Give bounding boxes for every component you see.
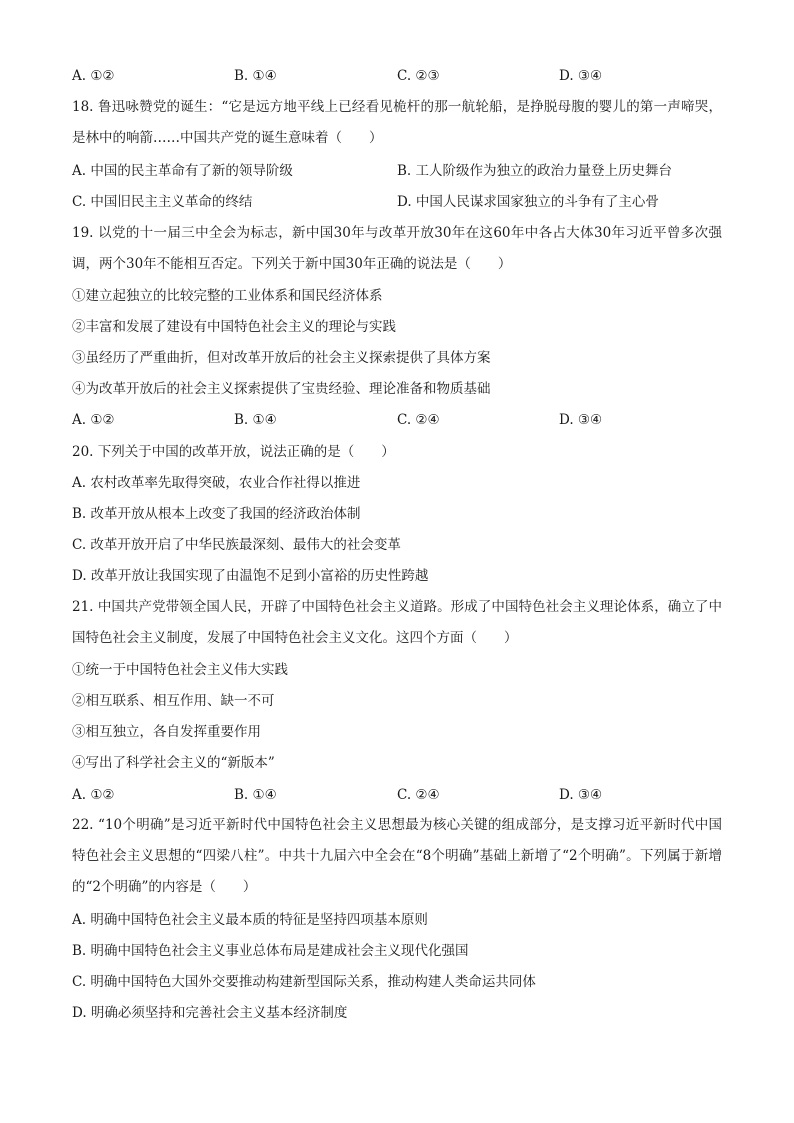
q17-option-b[interactable]: B. ①④: [234, 68, 277, 84]
q19-item-1: ①建立起独立的比较完整的工业体系和国民经济体系: [72, 288, 383, 304]
q18-option-a[interactable]: A. 中国的民主革命有了新的领导阶级: [72, 163, 293, 179]
q22-option-b[interactable]: B. 明确中国特色社会主义事业总体布局是建成社会主义现代化强国: [72, 943, 469, 959]
q18-stem: 18. 鲁迅咏赞党的诞生：“它是远方地平线上已经看见桅杆的那一航轮船，是挣脱母腹的婴儿的第一声啼哭，是林中的响箭……中国共产党的诞生意味着（ ）: [72, 99, 722, 146]
q19-item-4: ④为改革开放后的社会主义探索提供了宝贵经验、理论准备和物质基础: [72, 381, 491, 397]
q20-stem: 20. 下列关于中国的改革开放，说法正确的是（ ）: [72, 444, 395, 460]
q19-item-3: ③虽经历了严重曲折，但对改革开放后的社会主义探索提供了具体方案: [72, 350, 491, 366]
q21-option-d[interactable]: D. ③④: [559, 787, 603, 803]
q19-options: [72, 410, 722, 430]
q21-item-4: ④写出了科学社会主义的“新版本”: [72, 755, 275, 771]
q18-option-b[interactable]: B. 工人阶级作为独立的政治力量登上历史舞台: [397, 163, 673, 179]
q21-item-2: ②相互联系、相互作用、缺一不可: [72, 693, 275, 709]
q19-item-2: ②丰富和发展了建设有中国特色社会主义的理论与实践: [72, 319, 396, 335]
q22-option-a[interactable]: A. 明确中国特色社会主义最本质的特征是坚持四项基本原则: [72, 912, 428, 928]
q21-option-c[interactable]: C. ②④: [397, 787, 440, 803]
q19-option-c[interactable]: C. ②④: [397, 412, 440, 428]
q20-option-b[interactable]: B. 改革开放从根本上改变了我国的经济政治体制: [72, 506, 361, 522]
q17-options: [72, 66, 722, 86]
q22-stem: 22. “10个明确”是习近平新时代中国特色社会主义思想最为核心关键的组成部分，是支撑习近平新时代中国特色社会主义思想的“四梁八柱”。中共十九届六中全会在“8个明确”基础上新增了“2个明确”。下列属于新增的“2个明确”的内容是（ ）: [72, 817, 722, 895]
q21-options: [72, 785, 722, 805]
q22-option-c[interactable]: C. 明确中国特色大国外交要推动构建新型国际关系，推动构建人类命运共同体: [72, 974, 536, 990]
q20-option-d[interactable]: D. 改革开放让我国实现了由温饱不足到小富裕的历史性跨越: [72, 568, 429, 584]
q21-item-3: ③相互独立，各自发挥重要作用: [72, 724, 261, 740]
q18-option-d[interactable]: D. 中国人民谋求国家独立的斗争有了主心骨: [397, 194, 659, 210]
q22-option-d[interactable]: D. 明确必须坚持和完善社会主义基本经济制度: [72, 1005, 348, 1021]
q21-option-a[interactable]: A. ①②: [72, 787, 115, 803]
q18-options-row2: [72, 192, 722, 212]
q21-stem: 21. 中国共产党带领全国人民，开辟了中国特色社会主义道路。形成了中国特色社会主义理论体系，确立了中国特色社会主义制度，发展了中国特色社会主义文化。这四个方面（ ）: [72, 599, 722, 646]
q18-options-row1: [72, 161, 722, 181]
q19-option-b[interactable]: B. ①④: [234, 412, 277, 428]
q20-option-c[interactable]: C. 改革开放开启了中华民族最深刻、最伟大的社会变革: [72, 537, 401, 553]
q17-option-c[interactable]: C. ②③: [397, 68, 440, 84]
q20-option-a[interactable]: A. 农村改革率先取得突破，农业合作社得以推进: [72, 475, 361, 491]
q19-stem: 19. 以党的十一届三中全会为标志，新中国30年与改革开放30年在这60年中各占大体30年习近平曾多次强调，两个30年不能相互否定。下列关于新中国30年正确的说法是（ ）: [72, 225, 722, 272]
q17-option-a[interactable]: A. ①②: [72, 68, 115, 84]
q17-option-d[interactable]: D. ③④: [559, 68, 603, 84]
q19-option-a[interactable]: A. ①②: [72, 412, 115, 428]
q19-option-d[interactable]: D. ③④: [559, 412, 603, 428]
q18-option-c[interactable]: C. 中国旧民主主义革命的终结: [72, 194, 253, 210]
q21-item-1: ①统一于中国特色社会主义伟大实践: [72, 662, 288, 678]
q21-option-b[interactable]: B. ①④: [234, 787, 277, 803]
